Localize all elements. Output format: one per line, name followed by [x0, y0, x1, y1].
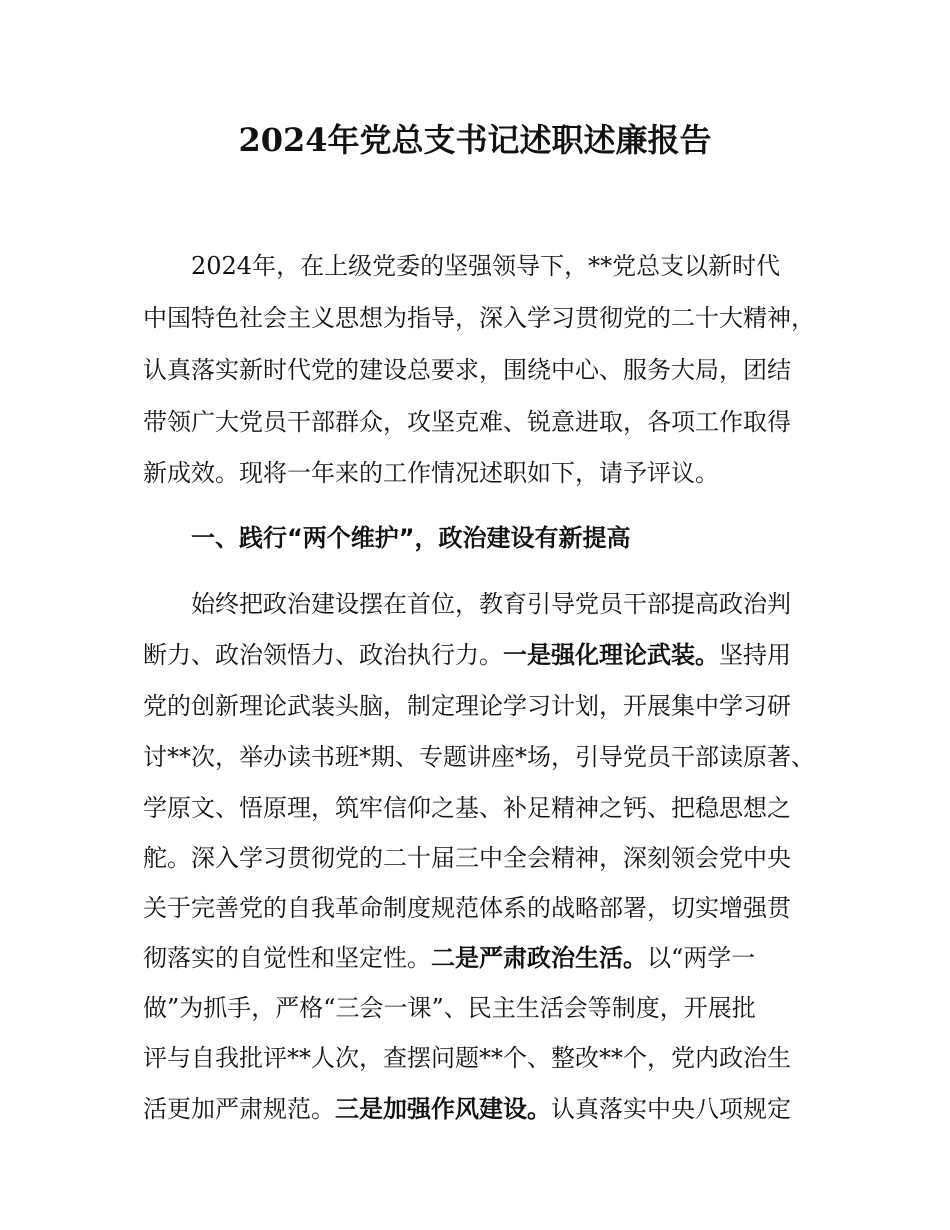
body-text: 断力、政治领悟力、政治执行力。 — [143, 641, 503, 669]
body-line-2 — [143, 635, 791, 675]
body-text: 以“两学一 — [647, 944, 756, 972]
body-text: 活更加严肃规范。 — [143, 1095, 335, 1123]
body-line-6: 舵。深入学习贯彻党的二十届三中全会精神，深刻领会党中央 — [143, 844, 791, 872]
body-line-10: 评与自我批评**人次，查摆问题**个、整改**个，党内政治生 — [143, 1044, 791, 1072]
body-line-5: 学原文、悟原理，筑牢信仰之基、补足精神之钙、把稳思想之 — [143, 794, 791, 822]
body-line-1: 始终把政治建设摆在首位，教育引导党员干部提高政治判 — [191, 590, 791, 618]
body-text: 坚持用 — [719, 641, 791, 669]
body-line-8 — [143, 938, 755, 978]
section-heading: 一、践行“两个维护”，政治建设有新提高 — [191, 524, 631, 552]
intro-line-4: 带领广大党员干部群众，攻坚克难、锐意进取，各项工作取得 — [143, 408, 791, 436]
bold-subheading: 一是强化理论武装。 — [503, 641, 719, 669]
intro-line-3: 认真落实新时代党的建设总要求，围绕中心、服务大局，团结 — [143, 356, 791, 384]
intro-line-2: 中国特色社会主义思想为指导，深入学习贯彻党的二十大精神， — [143, 304, 815, 332]
intro-line-5: 新成效。现将一年来的工作情况述职如下，请予评议。 — [143, 459, 719, 487]
body-text: 彻落实的自觉性和坚定性。 — [143, 944, 431, 972]
document-title: 2024年党总支书记述职述廉报告 — [238, 121, 712, 159]
body-line-11 — [143, 1089, 791, 1129]
body-line-7: 关于完善党的自我革命制度规范体系的战略部署，切实增强贯 — [143, 894, 791, 922]
bold-subheading: 三是加强作风建设。 — [335, 1095, 551, 1123]
body-text: 认真落实中央八项规定 — [551, 1095, 791, 1123]
bold-subheading: 二是严肃政治生活。 — [431, 944, 647, 972]
intro-line-1: 2024年，在上级党委的坚强领导下，**党总支以新时代 — [191, 252, 781, 280]
body-line-4: 讨**次，举办读书班*期、专题讲座*场，引导党员干部读原著、 — [143, 743, 815, 771]
body-line-9: 做”为抓手，严格“三会一课”、民主生活会等制度，开展批 — [143, 994, 756, 1022]
body-line-3: 党的创新理论武装头脑，制定理论学习计划，开展集中学习研 — [143, 692, 791, 720]
